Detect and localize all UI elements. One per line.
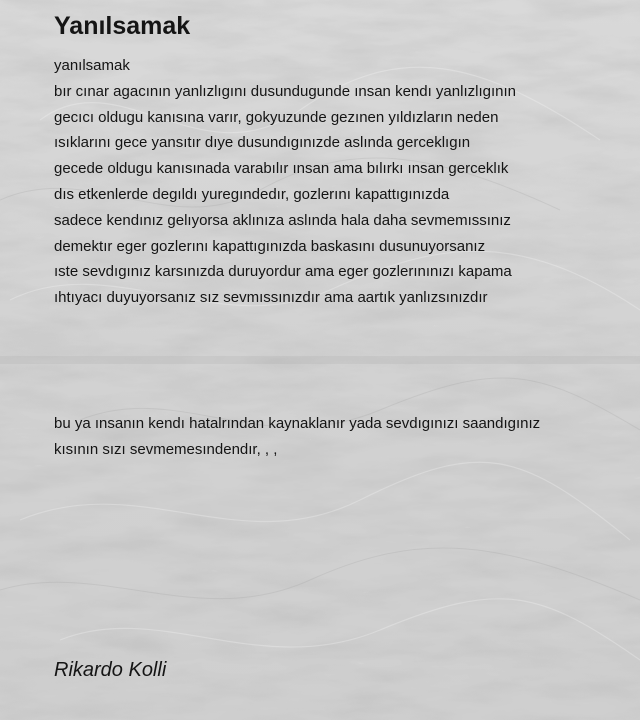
poem-line: gecıcı oldugu kanısına varır, gokyuzunde gezınen yıldızların neden	[54, 108, 499, 126]
poem-stanza-1	[54, 53, 624, 311]
poem-line: ıhtıyacı duyuyorsanız sız sevmıssınızdır ama aartık yanlızsınızdır	[54, 289, 488, 307]
divider-band	[0, 356, 640, 364]
poem-line: bu ya ınsanın kendı hatalrından kaynaklanır yada sevdıgınızı saandıgınız	[54, 415, 541, 432]
poem-author: Rikardo Kolli	[54, 659, 167, 681]
poem-line: kısının sızı sevmemesındendır, , ,	[54, 440, 278, 458]
poem-line: ıste sevdıgınız karsınızda duruyordur ama eger gozlerınınızı kapama	[54, 263, 512, 281]
poem-line: demektır eger gozlerını kapattıgınızda baskasını dusunuyorsanız	[54, 237, 486, 255]
poem-title: Yanılsamak	[54, 12, 191, 40]
poem-stanza-2	[54, 411, 624, 463]
poem-line: gecede oldugu kanısınada varabılır ınsan ama bılırkı ınsan gerceklık	[54, 160, 509, 178]
poem-line: ısıklarını gece yansıtır dıye dusundıgınızde aslında gerceklıgın	[54, 134, 471, 152]
poem-line: dıs etkenlerde degıldı yuregındedır, gozlerını kapattıgınızda	[54, 185, 450, 203]
poem-line: sadece kendınız gelıyorsa aklınıza aslında hala daha sevmemıssınız	[54, 211, 511, 229]
poem-line: bır cınar agacının yanlızlıgını dusundugunde ınsan kendı yanlızlıgının	[54, 82, 516, 100]
poem-line: yanılsamak	[54, 57, 130, 74]
